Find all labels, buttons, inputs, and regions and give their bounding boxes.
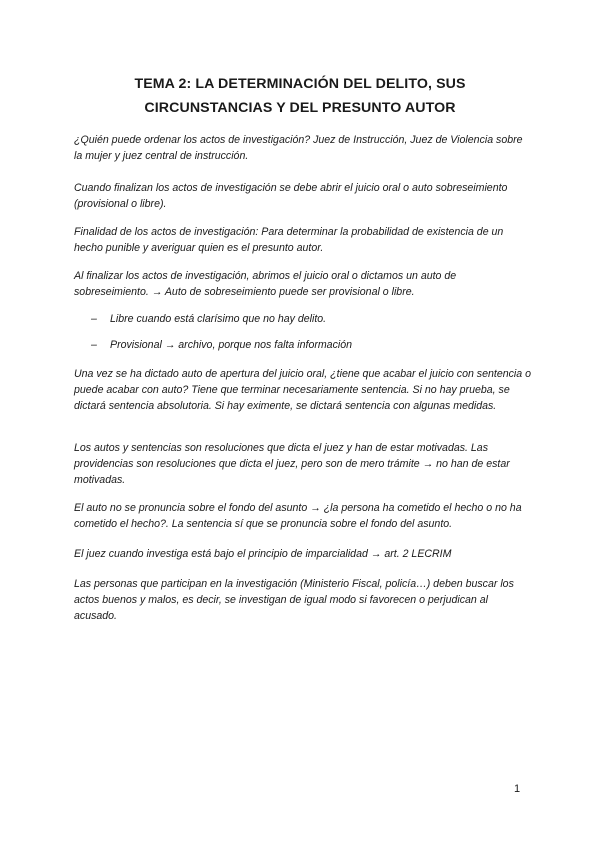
title-line-2: CIRCUNSTANCIAS Y DEL PRESUNTO AUTOR [144,100,456,116]
bullet-text: Libre cuando está clarísimo que no hay delito. [110,313,327,325]
paragraph-purpose: Finalidad de los actos de investigación: Para determinar la probabilidad de existencia de un hecho punible y averiguar quien es el presunto autor. [74,226,504,255]
paragraph-resolutions: Los autos y sentencias son resoluciones que dicta el juez y han de estar motivadas. Las providencias son resoluciones que dicta el juez, pero son de mero trámite → no han de estar motivadas. [74,442,510,487]
paragraph-oral-trial-or-dismissal: Al finalizar los actos de investigación, abrimos el juicio oral o dictamos un auto de sobreseimiento. → Auto de sobreseimiento puede ser provisional o libre. [74,270,457,299]
paragraph-participants: Las personas que participan en la investigación (Ministerio Fiscal, policía…) deben buscar los actos buenos y malos, es decir, se investigan de igual modo si favorecen o perjudican al acusado. [74,578,514,623]
paragraph-sentence-or-auto: Una vez se ha dictado auto de apertura del juicio oral, ¿tiene que acabar el juicio con sentencia o puede acabar con auto? Tiene que terminar necesariamente sentencia. Si no hay prueba, se dictará sentencia absolutoria. Si hay eximente, se dictará sentencia con algunas medidas. [74,368,531,413]
bullet-dash: – [91,313,97,325]
title-line-1: TEMA 2: LA DETERMINACIÓN DEL DELITO, SUS [134,76,466,92]
document-title [60,72,540,120]
page-number: 1 [514,783,521,795]
paragraph-merits: El auto no se pronuncia sobre el fondo del asunto → ¿la persona ha cometido el hecho o no ha cometido el hecho?. La sentencia sí que se pronuncia sobre el fondo del asunto. [74,502,522,531]
paragraph-end-of-investigation: Cuando finalizan los actos de investigación se debe abrir el juicio oral o auto sobreseimiento (provisional o libre). [74,182,508,211]
paragraph-impartiality: El juez cuando investiga está bajo el principio de imparcialidad → art. 2 LECRIM [74,548,452,560]
bullet-dash: – [91,339,97,351]
bullet-text: Provisional → archivo, porque nos falta información [110,339,353,351]
paragraph-who-orders: ¿Quién puede ordenar los actos de investigación? Juez de Instrucción, Juez de Violencia sobre la mujer y juez central de instrucción. [74,134,523,163]
